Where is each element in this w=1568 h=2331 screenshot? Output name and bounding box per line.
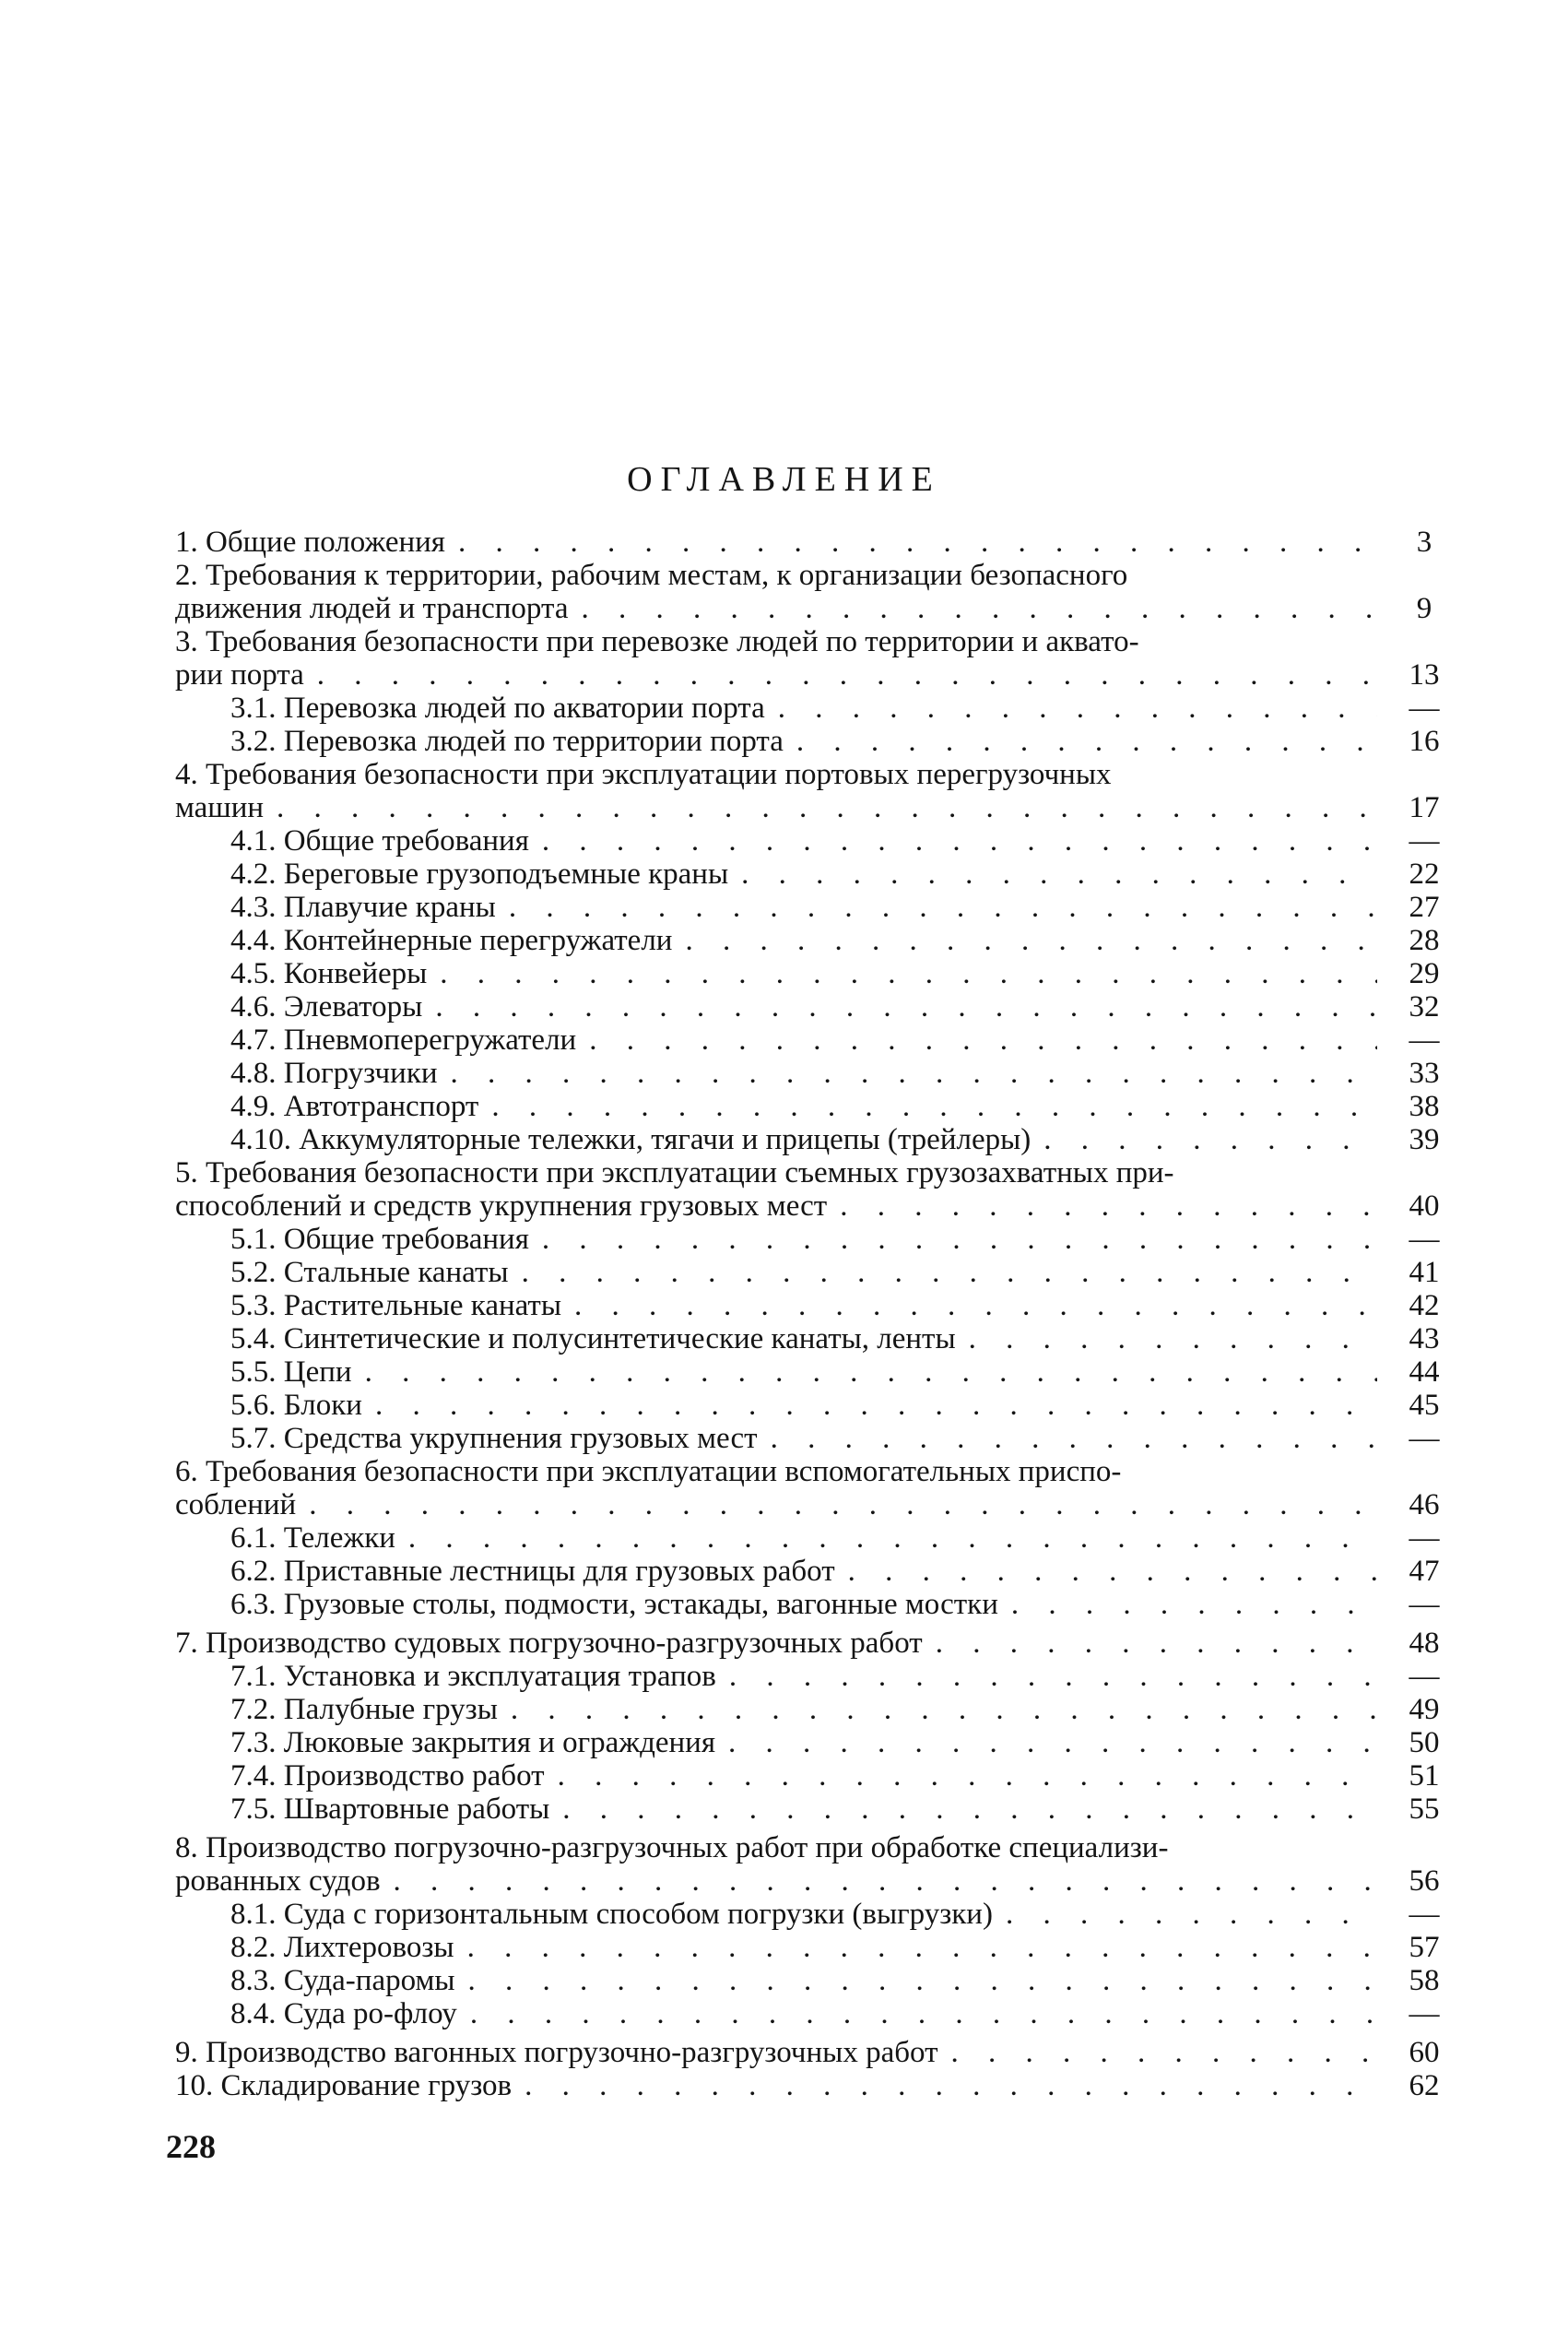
- toc-entry-title: Плавучие краны: [283, 891, 496, 924]
- dot-leader: [936, 1627, 1377, 1660]
- toc-page-number: 38: [1409, 1090, 1440, 1123]
- toc-entry-title: Складирование грузов: [220, 2069, 513, 2102]
- dot-leader: [728, 1726, 1377, 1759]
- toc-entry-title: Производство работ: [283, 1759, 545, 1793]
- toc-entry-title: Растительные канаты: [283, 1289, 562, 1322]
- toc-page-number: 56: [1409, 1864, 1440, 1898]
- toc-entry-number: 4.2.: [230, 858, 277, 891]
- toc-page-number: 44: [1409, 1355, 1440, 1389]
- toc-page-number: 22: [1409, 858, 1440, 891]
- toc-subsection: [175, 957, 1456, 990]
- toc-page-number: 40: [1409, 1189, 1440, 1223]
- toc-entry-number: 6.: [175, 1455, 198, 1488]
- toc-section: [175, 1156, 1456, 1223]
- toc-section: [175, 625, 1456, 692]
- dot-leader: [581, 592, 1377, 625]
- toc-page-number: —: [1409, 692, 1440, 725]
- dot-leader: [467, 1931, 1377, 1964]
- toc-entry-title: Производство судовых погрузочно-разгрузочных работ: [206, 1627, 923, 1660]
- dot-leader: [1006, 1898, 1377, 1931]
- toc-entry-number: 7.2.: [230, 1693, 277, 1726]
- dot-leader: [365, 1355, 1377, 1389]
- toc-entry-title: Производство погрузочно-разгрузочных работ при обработке специализи-: [206, 1831, 1169, 1864]
- toc-entry-number: 4.8.: [230, 1057, 277, 1090]
- toc-subsection: [175, 1693, 1456, 1726]
- toc-entry-number: 9.: [175, 2036, 198, 2069]
- toc-entry-number: 8.: [175, 1831, 198, 1864]
- toc-subsection: [175, 1057, 1456, 1090]
- dot-leader: [840, 1189, 1377, 1223]
- dot-leader: [509, 891, 1377, 924]
- toc-entry-number: 4.5.: [230, 957, 277, 990]
- toc-page-number: —: [1409, 1660, 1440, 1693]
- toc-entry-title: Элеваторы: [283, 990, 423, 1024]
- toc-entry-title: Автотранспорт: [283, 1090, 479, 1123]
- toc-entry-title: Грузовые столы, подмости, эстакады, вагонные мостки: [283, 1588, 998, 1621]
- dot-leader: [525, 2069, 1377, 2102]
- toc-entry-number: 5.3.: [230, 1289, 277, 1322]
- toc-page-number: —: [1409, 1422, 1440, 1455]
- toc-entry-number: 5.5.: [230, 1355, 277, 1389]
- toc-entry-title: Аккумуляторные тележки, тягачи и прицепы (трейлеры): [299, 1123, 1032, 1156]
- toc-subsection: [175, 725, 1456, 758]
- toc-page-number: 62: [1409, 2069, 1440, 2102]
- toc-entry-title-continuation: машин: [175, 791, 265, 824]
- toc-entry-number: 7.3.: [230, 1726, 277, 1759]
- table-of-contents: [175, 526, 1456, 2102]
- toc-subsection: [175, 891, 1456, 924]
- toc-entry-number: 6.1.: [230, 1521, 277, 1555]
- toc-entry-number: 3.: [175, 625, 198, 658]
- dot-leader: [729, 1660, 1377, 1693]
- page-number: 228: [166, 2128, 216, 2165]
- toc-subsection: [175, 824, 1456, 858]
- dot-leader: [848, 1555, 1377, 1588]
- dot-leader: [309, 1488, 1377, 1521]
- toc-page-number: 46: [1409, 1488, 1440, 1521]
- toc-subsection: [175, 1322, 1456, 1355]
- toc-subsection: [175, 1793, 1456, 1826]
- toc-entry-number: 2.: [175, 559, 198, 592]
- toc-page-number: 42: [1409, 1289, 1440, 1322]
- dot-leader: [969, 1322, 1377, 1355]
- toc-entry-title: Установка и эксплуатация трапов: [283, 1660, 716, 1693]
- toc-section: [175, 2036, 1456, 2069]
- toc-subsection: [175, 1726, 1456, 1759]
- toc-entry-title: Требования безопасности при перевозке людей по территории и аквато-: [206, 625, 1139, 658]
- toc-entry-title: Требования к территории, рабочим местам, к организации безопасного: [206, 559, 1128, 592]
- toc-entry-title-continuation: способлений и средств укрупнения грузовых мест: [175, 1189, 828, 1223]
- toc-entry-number: 10.: [175, 2069, 214, 2102]
- toc-entry-title: Конвейеры: [283, 957, 428, 990]
- dot-leader: [741, 858, 1377, 891]
- toc-entry-number: 8.1.: [230, 1898, 277, 1931]
- toc-entry-number: 5.6.: [230, 1389, 277, 1422]
- toc-entry-title: Палубные грузы: [283, 1693, 498, 1726]
- dot-leader: [796, 725, 1377, 758]
- toc-entry-title: Погрузчики: [283, 1057, 438, 1090]
- dot-leader: [375, 1389, 1377, 1422]
- toc-subsection: [175, 1422, 1456, 1455]
- dot-leader: [511, 1693, 1377, 1726]
- toc-entry-title: Контейнерные перегружатели: [283, 924, 673, 957]
- toc-subsection: [175, 1289, 1456, 1322]
- toc-page-number: 45: [1409, 1389, 1440, 1422]
- dot-leader: [778, 692, 1377, 725]
- toc-entry-title-continuation: рии порта: [175, 658, 304, 692]
- toc-entry-title: Требования безопасности при эксплуатации портовых перегрузочных: [206, 758, 1112, 791]
- toc-section: [175, 559, 1456, 625]
- dot-leader: [574, 1289, 1377, 1322]
- toc-entry-number: 4.4.: [230, 924, 277, 957]
- toc-entry-title: Лихтеровозы: [283, 1931, 454, 1964]
- toc-entry-number: 7.4.: [230, 1759, 277, 1793]
- toc-page-number: —: [1409, 1521, 1440, 1555]
- toc-section: [175, 1455, 1456, 1521]
- toc-subsection: [175, 858, 1456, 891]
- toc-entry-title: Общие положения: [206, 526, 445, 559]
- toc-entry-title-continuation: соблений: [175, 1488, 297, 1521]
- toc-entry-title: Требования безопасности при эксплуатации вспомогательных приспо-: [206, 1455, 1122, 1488]
- toc-subsection: [175, 1256, 1456, 1289]
- toc-entry-title: Суда-паромы: [283, 1964, 455, 1997]
- toc-entry-number: 8.2.: [230, 1931, 277, 1964]
- toc-page-number: 41: [1409, 1256, 1440, 1289]
- toc-subsection: [175, 692, 1456, 725]
- toc-page-number: 58: [1409, 1964, 1440, 1997]
- toc-entry-number: 4.10.: [230, 1123, 291, 1156]
- toc-page-number: 48: [1409, 1627, 1440, 1660]
- toc-subsection: [175, 1964, 1456, 1997]
- toc-page-number: 60: [1409, 2036, 1440, 2069]
- toc-entry-title: Береговые грузоподъемные краны: [283, 858, 729, 891]
- toc-entry-title: Пневмоперегружатели: [283, 1024, 577, 1057]
- toc-page-number: —: [1409, 1223, 1440, 1256]
- dot-leader: [562, 1793, 1377, 1826]
- toc-subsection: [175, 924, 1456, 957]
- toc-page-number: —: [1409, 1024, 1440, 1057]
- toc-entry-title: Тележки: [283, 1521, 395, 1555]
- toc-subsection: [175, 990, 1456, 1024]
- dot-leader: [542, 1223, 1377, 1256]
- toc-entry-number: 6.3.: [230, 1588, 277, 1621]
- page-title: ОГЛАВЛЕНИЕ: [627, 460, 941, 499]
- dot-leader: [435, 990, 1377, 1024]
- toc-entry-number: 7.: [175, 1627, 198, 1660]
- toc-entry-title: Перевозка людей по территории порта: [283, 725, 784, 758]
- toc-page-number: 57: [1409, 1931, 1440, 1964]
- toc-entry-number: 4.3.: [230, 891, 277, 924]
- toc-entry-number: 5.2.: [230, 1256, 277, 1289]
- toc-page-number: 50: [1409, 1726, 1440, 1759]
- toc-page-number: 39: [1409, 1123, 1440, 1156]
- toc-entry-title: Суда с горизонтальным способом погрузки (выгрузки): [283, 1898, 993, 1931]
- toc-page-number: 55: [1409, 1793, 1440, 1826]
- toc-entry-number: 3.1.: [230, 692, 277, 725]
- toc-entry-title: Общие требования: [283, 1223, 529, 1256]
- toc-page-number: 32: [1409, 990, 1440, 1024]
- dot-leader: [542, 824, 1377, 858]
- dot-leader: [558, 1759, 1377, 1793]
- dot-leader: [317, 658, 1377, 692]
- dot-leader: [951, 2036, 1377, 2069]
- toc-page-number: 29: [1409, 957, 1440, 990]
- toc-page-number: 17: [1409, 791, 1440, 824]
- toc-section: [175, 1831, 1456, 1898]
- toc-entry-title: Перевозка людей по акватории порта: [283, 692, 765, 725]
- toc-entry-number: 5.1.: [230, 1223, 277, 1256]
- dot-leader: [771, 1422, 1377, 1455]
- toc-page-number: —: [1409, 1588, 1440, 1621]
- toc-entry-number: 4.7.: [230, 1024, 277, 1057]
- toc-page-number: 16: [1409, 725, 1440, 758]
- toc-entry-number: 7.5.: [230, 1793, 277, 1826]
- toc-entry-number: 8.3.: [230, 1964, 277, 1997]
- toc-page-number: 28: [1409, 924, 1440, 957]
- dot-leader: [440, 957, 1377, 990]
- toc-entry-title: Люковые закрытия и ограждения: [283, 1726, 716, 1759]
- dot-leader: [277, 791, 1377, 824]
- toc-section: [175, 2069, 1456, 2102]
- dot-leader: [589, 1024, 1377, 1057]
- toc-subsection: [175, 1389, 1456, 1422]
- toc-page-number: —: [1409, 1898, 1440, 1931]
- toc-subsection: [175, 1555, 1456, 1588]
- toc-entry-title: Приставные лестницы для грузовых работ: [283, 1555, 835, 1588]
- dot-leader: [470, 1997, 1377, 2030]
- dot-leader: [1011, 1588, 1377, 1621]
- dot-leader: [458, 526, 1377, 559]
- toc-entry-title: Средства укрупнения грузовых мест: [283, 1422, 758, 1455]
- toc-page-number: 33: [1409, 1057, 1440, 1090]
- toc-section: [175, 1627, 1456, 1660]
- toc-page-number: 49: [1409, 1693, 1440, 1726]
- toc-page-number: —: [1409, 1997, 1440, 2030]
- toc-page-number: 9: [1416, 592, 1432, 625]
- dot-leader: [685, 924, 1377, 957]
- toc-subsection: [175, 1898, 1456, 1931]
- toc-entry-title: Стальные канаты: [283, 1256, 509, 1289]
- dot-leader: [451, 1057, 1377, 1090]
- toc-entry-number: 4.1.: [230, 824, 277, 858]
- toc-subsection: [175, 1090, 1456, 1123]
- toc-page-number: 3: [1416, 526, 1432, 559]
- toc-subsection: [175, 1024, 1456, 1057]
- toc-entry-title: Швартовные работы: [283, 1793, 550, 1826]
- toc-entry-title: Цепи: [283, 1355, 352, 1389]
- toc-page-number: 13: [1409, 658, 1440, 692]
- toc-entry-title: Общие требования: [283, 824, 529, 858]
- toc-entry-number: 4.6.: [230, 990, 277, 1024]
- toc-page-number: 51: [1409, 1759, 1440, 1793]
- toc-page-number: 27: [1409, 891, 1440, 924]
- dot-leader: [522, 1256, 1377, 1289]
- toc-subsection: [175, 1997, 1456, 2030]
- dot-leader: [1043, 1123, 1377, 1156]
- toc-subsection: [175, 1123, 1456, 1156]
- toc-subsection: [175, 1521, 1456, 1555]
- toc-subsection: [175, 1355, 1456, 1389]
- toc-page-number: 47: [1409, 1555, 1440, 1588]
- toc-entry-number: 6.2.: [230, 1555, 277, 1588]
- toc-page-number: 43: [1409, 1322, 1440, 1355]
- toc-entry-number: 5.4.: [230, 1322, 277, 1355]
- toc-subsection: [175, 1223, 1456, 1256]
- toc-subsection: [175, 1759, 1456, 1793]
- toc-entry-title-continuation: движения людей и транспорта: [175, 592, 569, 625]
- dot-leader: [491, 1090, 1377, 1123]
- toc-subsection: [175, 1660, 1456, 1693]
- toc-entry-number: 3.2.: [230, 725, 277, 758]
- dot-leader: [408, 1521, 1377, 1555]
- toc-entry-number: 1.: [175, 526, 198, 559]
- toc-entry-title-continuation: рованных судов: [175, 1864, 381, 1898]
- toc-page-number: —: [1409, 824, 1440, 858]
- toc-section: [175, 526, 1456, 559]
- dot-leader: [394, 1864, 1377, 1898]
- toc-entry-title: Синтетические и полусинтетические канаты, ленты: [283, 1322, 956, 1355]
- toc-entry-title: Требования безопасности при эксплуатации съемных грузозахватных при-: [206, 1156, 1174, 1189]
- toc-entry-number: 8.4.: [230, 1997, 277, 2030]
- toc-entry-title: Производство вагонных погрузочно-разгрузочных работ: [206, 2036, 938, 2069]
- dot-leader: [468, 1964, 1377, 1997]
- toc-entry-number: 5.7.: [230, 1422, 277, 1455]
- toc-entry-title: Блоки: [283, 1389, 362, 1422]
- toc-entry-number: 4.9.: [230, 1090, 277, 1123]
- toc-subsection: [175, 1931, 1456, 1964]
- toc-section: [175, 758, 1456, 824]
- toc-entry-number: 4.: [175, 758, 198, 791]
- toc-entry-number: 5.: [175, 1156, 198, 1189]
- toc-subsection: [175, 1588, 1456, 1621]
- toc-entry-title: Суда ро-флоу: [283, 1997, 457, 2030]
- toc-entry-number: 7.1.: [230, 1660, 277, 1693]
